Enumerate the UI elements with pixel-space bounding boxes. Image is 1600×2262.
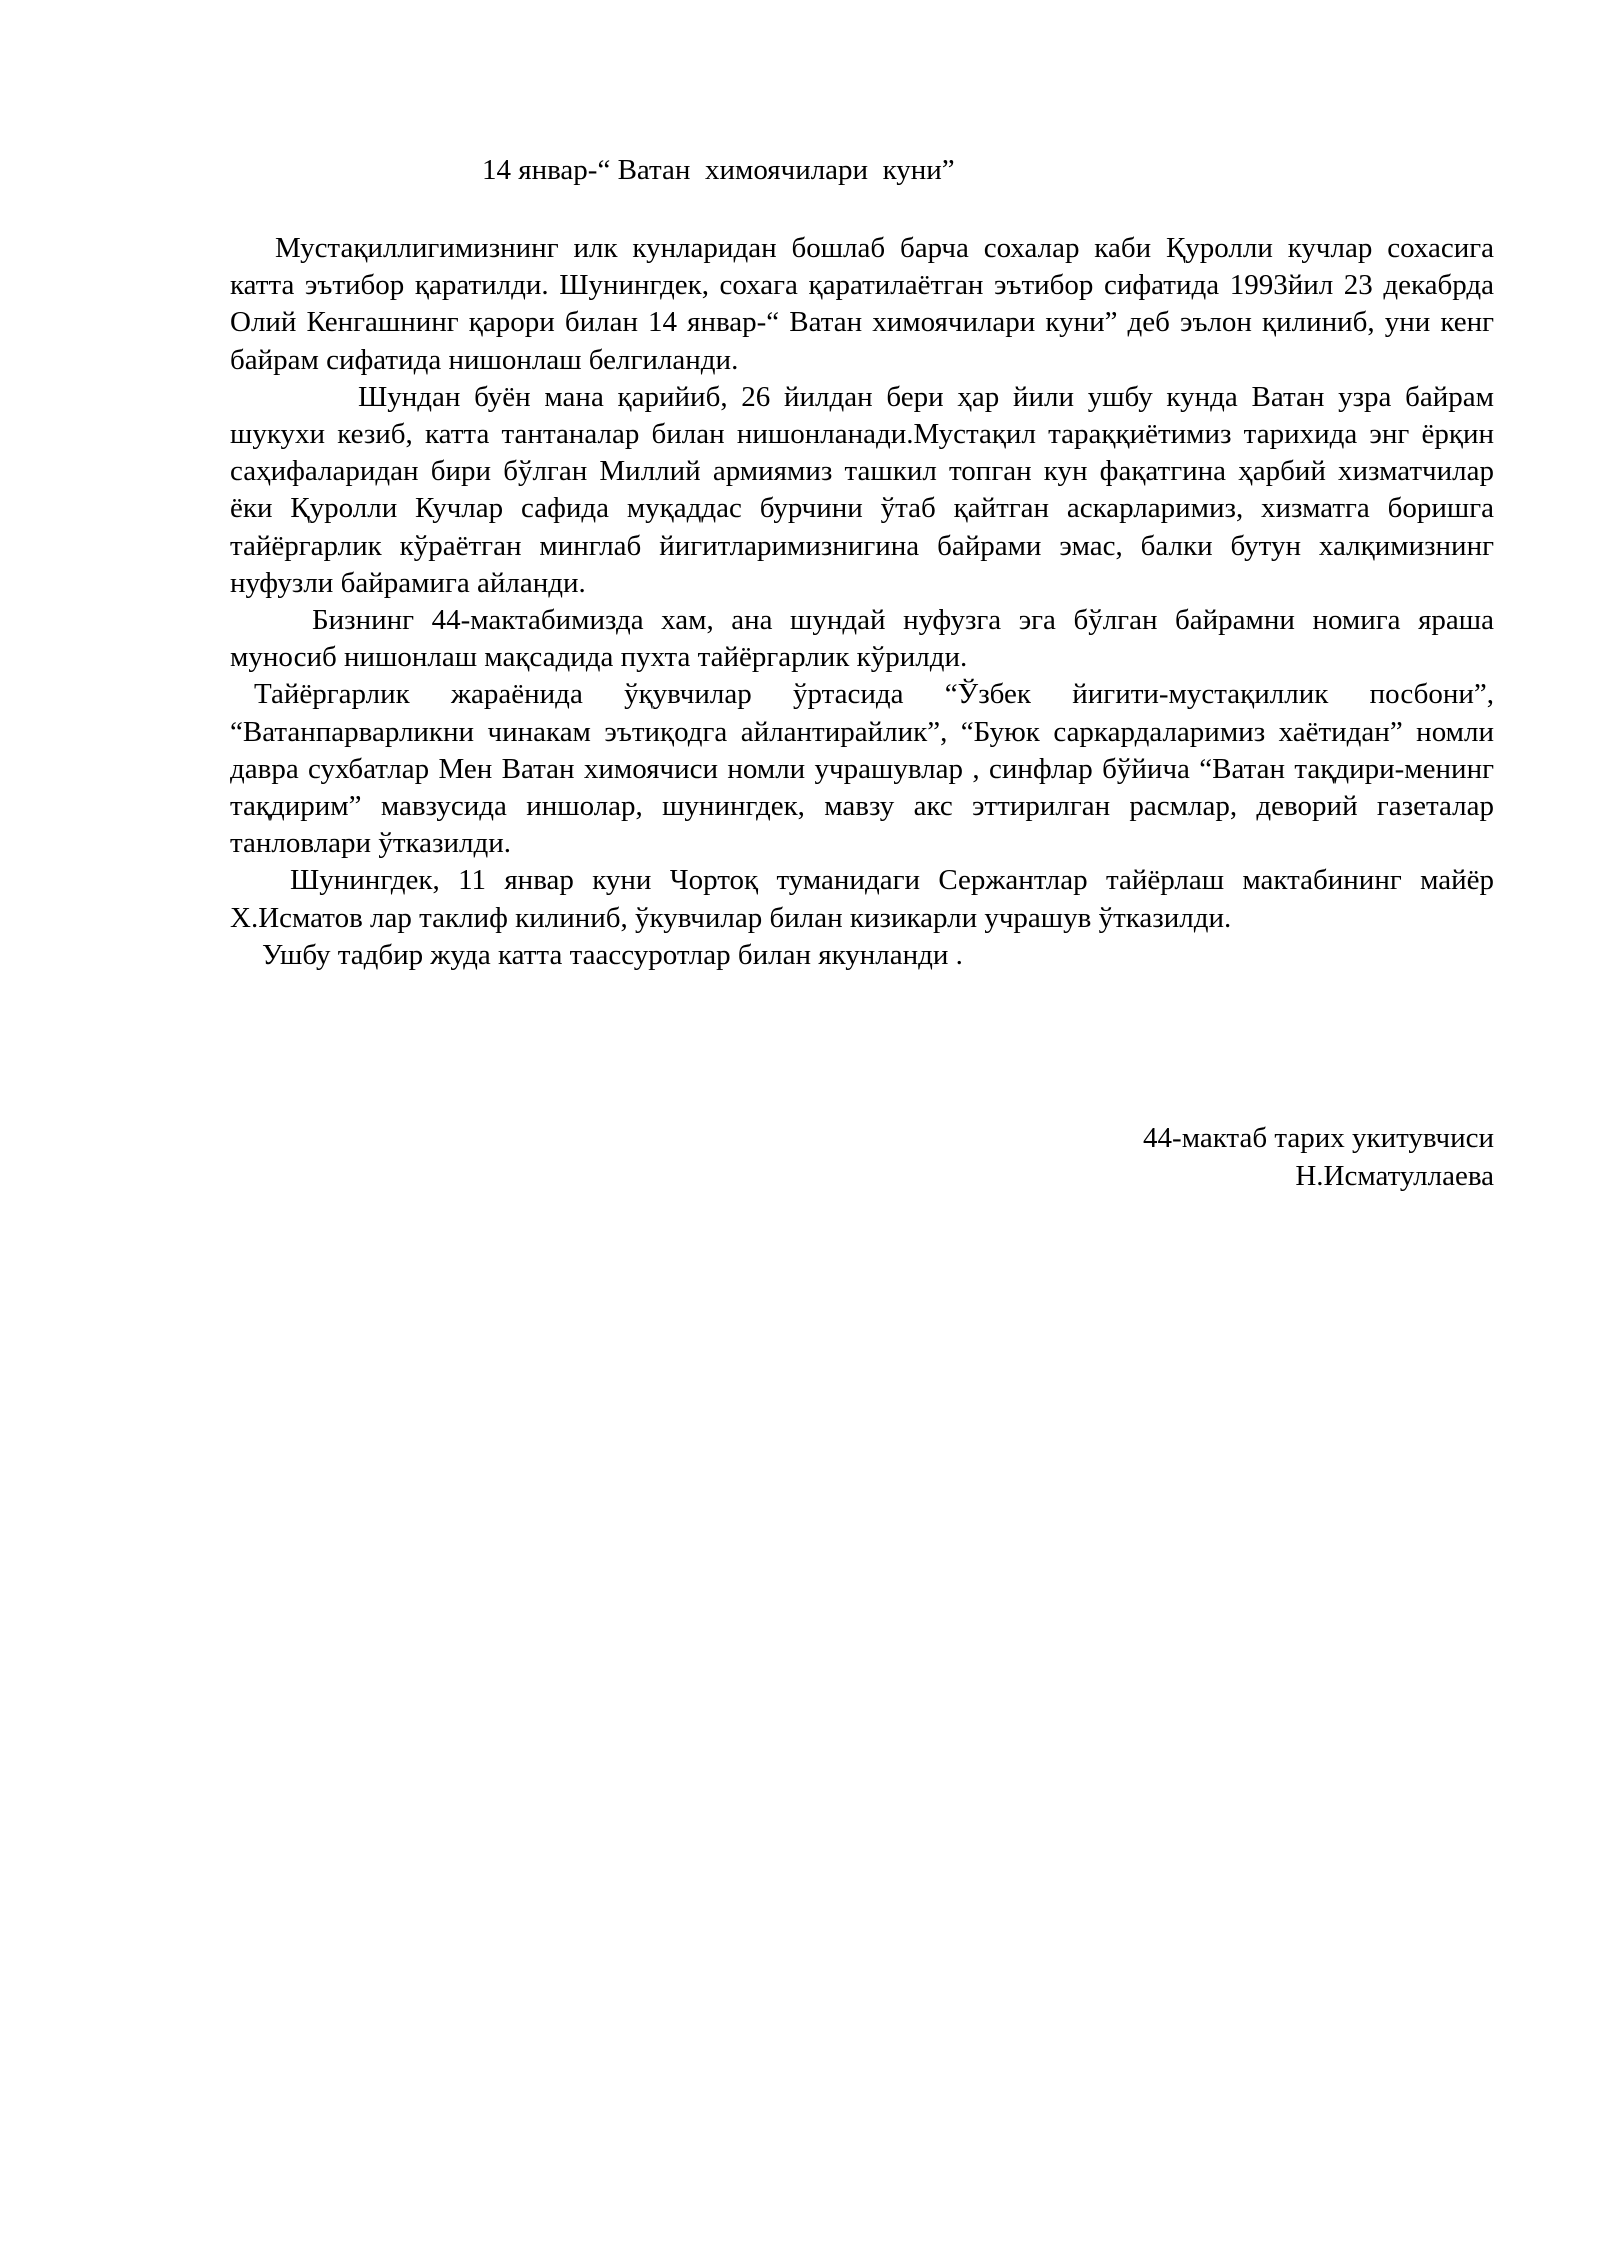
signature-name: Н.Исматуллаева <box>1295 1159 1494 1192</box>
signature-block <box>1143 1120 1494 1195</box>
paragraph-events: Тайёргарлик жараёнида ўқувчилар ўртасида “Ўзбек йигити-мустақиллик посбони”, “Ватанпарварликни чинакам эътиқодга айлантирайлик”, “Буюк саркардаларимиз хаётидан” номли давра сухбатлар Мен Ватан химоячиси номли учрашувлар , синфлар бўйича “Ватан тақдири-менинг тақдирим” мавзусида иншолар, шунингдек, мавзу акс эттирилган расмлар, деворий газеталар танловлари ўтказилди. <box>230 678 1494 860</box>
paragraph-meeting: Шунингдек, 11 январ куни Чортоқ туманидаги Сержантлар тайёрлаш мактабининг майёр Х.Исматов лар таклиф килиниб, ўкувчилар билан кизикарли учрашув ўтказилди. <box>230 864 1494 934</box>
paragraph-school-preparation: Бизнинг 44-мактабимизда хам, ана шундай нуфузга эга бўлган байрамни номига яраша муносиб нишонлаш мақсадида пухта тайёргарлик кўрилди. <box>230 604 1494 674</box>
document-title: 14 январ-“ Ватан химоячилари куни” <box>482 154 955 186</box>
document-body <box>230 230 1494 974</box>
paragraph-conclusion: Ушбу тадбир жуда катта таассуротлар билан якунланди . <box>262 938 963 971</box>
paragraph-celebration: Шундан буён мана қарийиб, 26 йилдан бери ҳар йили ушбу кунда Ватан узра байрам шукухи кезиб, катта тантаналар билан нишонланади.Мустақил тараққиётимиз тарихида энг ёрқин саҳифаларидан бири бўлган Миллий армиямиз ташкил топган кун фақатгина ҳарбий хизматчилар ёки Қуролли Кучлар сафида муқаддас бурчини ўтаб қайтган аскарларимиз, хизматга боришга тайёргарлик кўраётган минглаб йигитларимизнигина байрами эмас, балки бутун халқимизнинг нуфузли байрамига айланди. <box>230 380 1494 599</box>
signature-position: 44-мактаб тарих укитувчиси <box>1143 1122 1494 1154</box>
paragraph-intro: Мустақиллигимизнинг илк кунларидан бошлаб барча сохалар каби Қуролли кучлар сохасига катта эътибор қаратилди. Шунингдек, сохага қаратилаётган эътибор сифатида 1993йил 23 декабрда Олий Кенгашнинг қарори билан 14 январ-“ Ватан химоячилари куни” деб эълон қилиниб, уни кенг байрам сифатида нишонлаш белгиланди. <box>230 232 1494 376</box>
